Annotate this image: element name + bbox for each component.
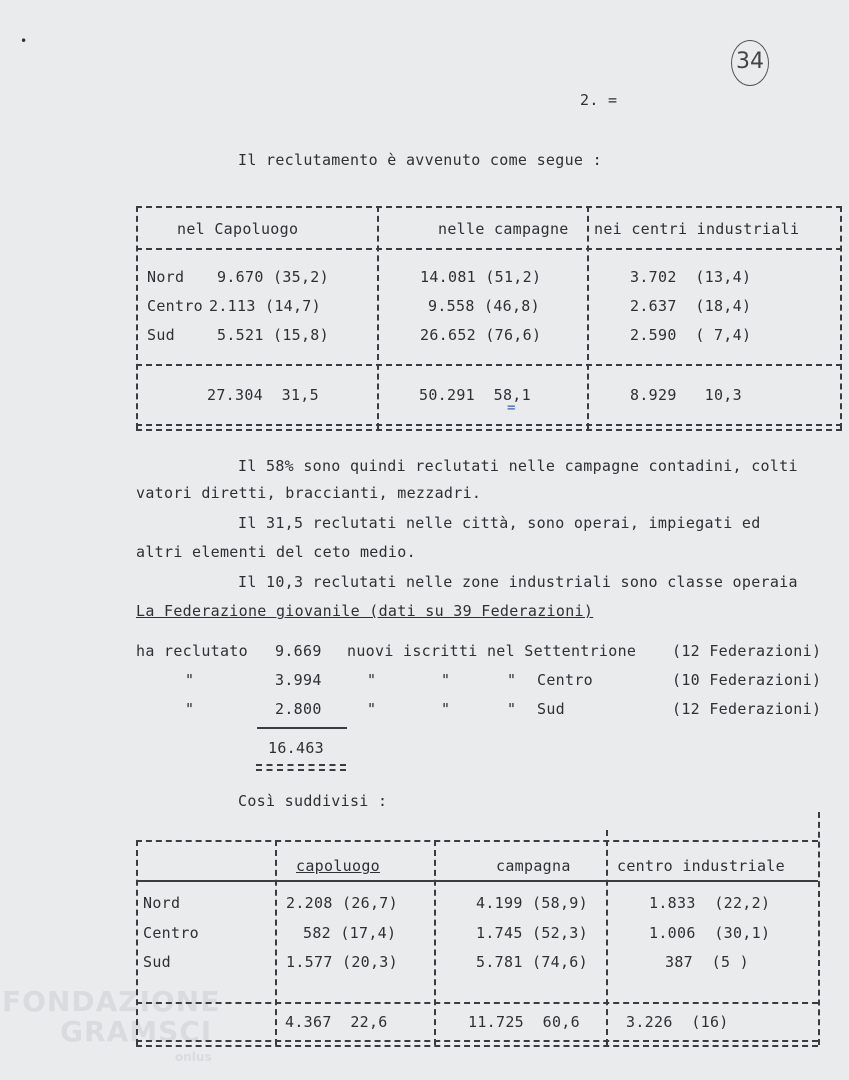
ditto-mark: " [441, 671, 451, 689]
table1-total-campagne: 50.291 58,1 [419, 386, 531, 404]
paragraph-10-line1: Il 10,3 reclutati nelle zone industriali sono classe operaia [238, 573, 798, 591]
ditto-mark: " [507, 700, 517, 718]
ditto-mark: " [441, 700, 451, 718]
subdivided-label: Così suddivisi : [238, 792, 388, 810]
table2-cell: 1.745 (52,3) [476, 924, 588, 942]
table1-header-industriali: nei centri industriali [594, 220, 800, 238]
table1-header-capoluogo: nel Capoluogo [177, 220, 299, 238]
table1-header-campagne: nelle campagne [438, 220, 569, 238]
paragraph-58-line2: vatori diretti, braccianti, mezzadri. [136, 484, 482, 502]
table1-total-industriali: 8.929 10,3 [630, 386, 742, 404]
sum-line [257, 727, 347, 729]
paragraph-31-line2: altri elementi del ceto medio. [136, 543, 416, 561]
table2-header-capoluogo: capoluogo [296, 857, 380, 875]
table2-cell: 1.833 (22,2) [649, 894, 771, 912]
table2-cell: 387 (5 ) [665, 953, 749, 971]
watermark-gramsci: GRAMSCI [60, 1015, 213, 1048]
table2-cell: 4.199 (58,9) [476, 894, 588, 912]
handwritten-underline-mark: = [507, 400, 516, 416]
table1-cell: 14.081 (51,2) [420, 268, 542, 286]
table2-cell: 1.577 (20,3) [286, 953, 398, 971]
table1-region-sud: Sud [147, 326, 175, 344]
federation-heading: La Federazione giovanile (dati su 39 Federazioni) [136, 602, 594, 620]
paragraph-58-line1: Il 58% sono quindi reclutati nelle campagne contadini, colti [238, 457, 798, 475]
intro-text: Il reclutamento è avvenuto come segue : [238, 151, 602, 169]
table2-cell: 2.208 (26,7) [286, 894, 398, 912]
table1-cell: 2.637 (18,4) [630, 297, 752, 315]
table1-cell: 26.652 (76,6) [420, 326, 542, 344]
table1-region-centro: Centro [147, 297, 203, 315]
table1-cell: 2.113 (14,7) [209, 297, 321, 315]
ditto-mark: " [185, 671, 195, 689]
table1-cell: 9.558 (46,8) [428, 297, 540, 315]
table2-total-campagna: 11.725 60,6 [468, 1013, 580, 1031]
watermark-fondazione: FONDAZIONE [2, 985, 221, 1018]
table2-region-sud: Sud [143, 953, 171, 971]
corner-mark: • [20, 34, 28, 48]
table2-region-centro: Centro [143, 924, 199, 942]
recruits-num: 2.800 [275, 700, 322, 718]
recruits-total: 16.463 [268, 739, 324, 757]
recruits-num: 3.994 [275, 671, 322, 689]
recruits-federations: (12 Federazioni) [672, 700, 822, 718]
ditto-mark: " [507, 671, 517, 689]
table1-total-capoluogo: 27.304 31,5 [207, 386, 319, 404]
page-number: 2. = [580, 91, 618, 109]
recruits-federations: (12 Federazioni) [672, 642, 822, 660]
table2-total-capoluogo: 4.367 22,6 [285, 1013, 388, 1031]
recruits-text: Sud [537, 700, 565, 718]
recruits-federations: (10 Federazioni) [672, 671, 822, 689]
watermark-onlus: onlus [175, 1050, 212, 1064]
table2-cell: 582 (17,4) [303, 924, 397, 942]
table2-cell: 1.006 (30,1) [649, 924, 771, 942]
table1-cell: 2.590 ( 7,4) [630, 326, 752, 344]
handwritten-page-number: 34 [736, 49, 764, 74]
table2-total-industriale: 3.226 (16) [626, 1013, 729, 1031]
ditto-mark: " [367, 671, 377, 689]
recruits-text: Centro [537, 671, 593, 689]
table2-header-campagna: campagna [496, 857, 571, 875]
table2-header-industriale: centro industriale [617, 857, 785, 875]
paragraph-31-line1: Il 31,5 reclutati nelle città, sono operai, impiegati ed [238, 514, 761, 532]
table1-region-nord: Nord [147, 268, 185, 286]
recruits-num: 9.669 [275, 642, 322, 660]
table2-cell: 5.781 (74,6) [476, 953, 588, 971]
table1-cell: 9.670 (35,2) [217, 268, 329, 286]
table1-cell: 5.521 (15,8) [217, 326, 329, 344]
recruits-lead: ha reclutato [136, 642, 248, 660]
table2-region-nord: Nord [143, 894, 181, 912]
recruits-text: nuovi iscritti nel Settentrione [347, 642, 637, 660]
ditto-mark: " [185, 700, 195, 718]
ditto-mark: " [367, 700, 377, 718]
table1-cell: 3.702 (13,4) [630, 268, 752, 286]
